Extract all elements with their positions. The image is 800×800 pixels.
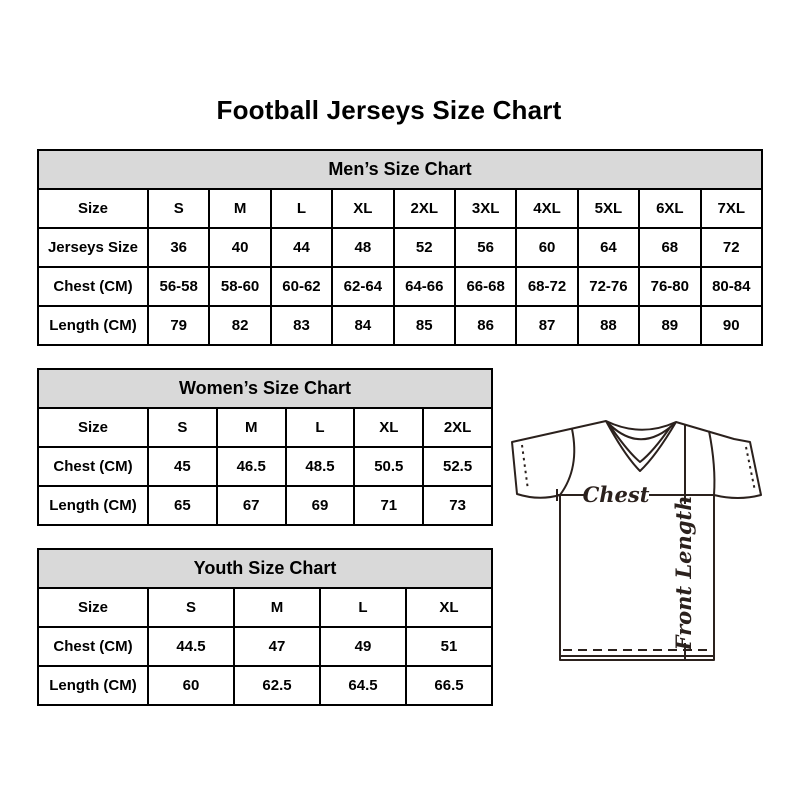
data-cell: 49 xyxy=(320,627,406,666)
data-cell: 58-60 xyxy=(209,267,270,306)
data-cell: 68-72 xyxy=(516,267,577,306)
jersey-measurement-diagram xyxy=(503,400,773,670)
data-cell: 64 xyxy=(578,228,639,267)
data-cell: 48 xyxy=(332,228,393,267)
column-header-cell: M xyxy=(217,408,286,447)
mens-size-chart-table xyxy=(37,149,763,346)
data-cell: 66-68 xyxy=(455,267,516,306)
data-cell: 60 xyxy=(516,228,577,267)
row-label-cell: Size xyxy=(38,189,148,228)
data-cell: 52.5 xyxy=(423,447,492,486)
column-header-cell: 2XL xyxy=(394,189,455,228)
table-row xyxy=(38,228,762,267)
youth-size-chart xyxy=(37,548,493,706)
table-row xyxy=(38,627,492,666)
column-header-cell: 5XL xyxy=(578,189,639,228)
column-header-cell: S xyxy=(148,408,217,447)
data-cell: 60-62 xyxy=(271,267,332,306)
row-label-cell: Length (CM) xyxy=(38,306,148,345)
mens-size-chart xyxy=(37,149,763,346)
table-row xyxy=(38,189,762,228)
jersey-collar-outer-v xyxy=(606,421,676,471)
data-cell: 60 xyxy=(148,666,234,705)
jersey-armhole-right xyxy=(709,431,714,495)
row-label-cell: Length (CM) xyxy=(38,666,148,705)
table-row xyxy=(38,666,492,705)
data-cell: 67 xyxy=(217,486,286,525)
front-length-label: Front Length xyxy=(671,495,696,651)
data-cell: 72 xyxy=(701,228,762,267)
table-row xyxy=(38,267,762,306)
column-header-cell: 3XL xyxy=(455,189,516,228)
data-cell: 86 xyxy=(455,306,516,345)
column-header-cell: 2XL xyxy=(423,408,492,447)
column-header-cell: M xyxy=(234,588,320,627)
column-header-cell: XL xyxy=(354,408,423,447)
column-header-cell: 7XL xyxy=(701,189,762,228)
table-row xyxy=(38,588,492,627)
row-label-cell: Chest (CM) xyxy=(38,447,148,486)
data-cell: 88 xyxy=(578,306,639,345)
page-title: Football Jerseys Size Chart xyxy=(216,95,562,125)
column-header-cell: S xyxy=(148,588,234,627)
data-cell: 50.5 xyxy=(354,447,423,486)
jersey-armhole-left xyxy=(560,429,574,495)
row-label-cell: Chest (CM) xyxy=(38,267,148,306)
data-cell: 47 xyxy=(234,627,320,666)
row-label-cell: Size xyxy=(38,408,148,447)
table-title: Men’s Size Chart xyxy=(38,150,762,189)
data-cell: 44.5 xyxy=(148,627,234,666)
data-cell: 87 xyxy=(516,306,577,345)
data-cell: 83 xyxy=(271,306,332,345)
data-cell: 82 xyxy=(209,306,270,345)
data-cell: 66.5 xyxy=(406,666,492,705)
row-label-cell: Size xyxy=(38,588,148,627)
data-cell: 51 xyxy=(406,627,492,666)
column-header-cell: L xyxy=(286,408,355,447)
data-cell: 84 xyxy=(332,306,393,345)
youth-size-chart-table xyxy=(37,548,493,706)
data-cell: 89 xyxy=(639,306,700,345)
data-cell: 48.5 xyxy=(286,447,355,486)
data-cell: 72-76 xyxy=(578,267,639,306)
data-cell: 64.5 xyxy=(320,666,406,705)
data-cell: 69 xyxy=(286,486,355,525)
data-cell: 79 xyxy=(148,306,209,345)
table-title: Women’s Size Chart xyxy=(38,369,492,408)
column-header-cell: XL xyxy=(332,189,393,228)
chest-label: Chest xyxy=(582,482,650,507)
data-cell: 36 xyxy=(148,228,209,267)
column-header-cell: M xyxy=(209,189,270,228)
column-header-cell: 4XL xyxy=(516,189,577,228)
data-cell: 40 xyxy=(209,228,270,267)
data-cell: 71 xyxy=(354,486,423,525)
column-header-cell: L xyxy=(271,189,332,228)
jersey-outline xyxy=(512,421,761,660)
data-cell: 56 xyxy=(455,228,516,267)
column-header-cell: L xyxy=(320,588,406,627)
row-label-cell: Chest (CM) xyxy=(38,627,148,666)
data-cell: 46.5 xyxy=(217,447,286,486)
table-row xyxy=(38,486,492,525)
data-cell: 62-64 xyxy=(332,267,393,306)
womens-size-chart xyxy=(37,368,493,526)
data-cell: 65 xyxy=(148,486,217,525)
column-header-cell: 6XL xyxy=(639,189,700,228)
data-cell: 80-84 xyxy=(701,267,762,306)
data-cell: 90 xyxy=(701,306,762,345)
data-cell: 56-58 xyxy=(148,267,209,306)
data-cell: 52 xyxy=(394,228,455,267)
table-title: Youth Size Chart xyxy=(38,549,492,588)
womens-size-chart-table xyxy=(37,368,493,526)
row-label-cell: Jerseys Size xyxy=(38,228,148,267)
data-cell: 85 xyxy=(394,306,455,345)
data-cell: 44 xyxy=(271,228,332,267)
table-row xyxy=(38,306,762,345)
table-row xyxy=(38,447,492,486)
column-header-cell: XL xyxy=(406,588,492,627)
table-row xyxy=(38,408,492,447)
jersey-cuff-stitch-right xyxy=(746,447,755,491)
data-cell: 73 xyxy=(423,486,492,525)
data-cell: 64-66 xyxy=(394,267,455,306)
data-cell: 62.5 xyxy=(234,666,320,705)
data-cell: 68 xyxy=(639,228,700,267)
jersey-cuff-stitch-left xyxy=(522,445,528,490)
column-header-cell: S xyxy=(148,189,209,228)
row-label-cell: Length (CM) xyxy=(38,486,148,525)
data-cell: 45 xyxy=(148,447,217,486)
data-cell: 76-80 xyxy=(639,267,700,306)
